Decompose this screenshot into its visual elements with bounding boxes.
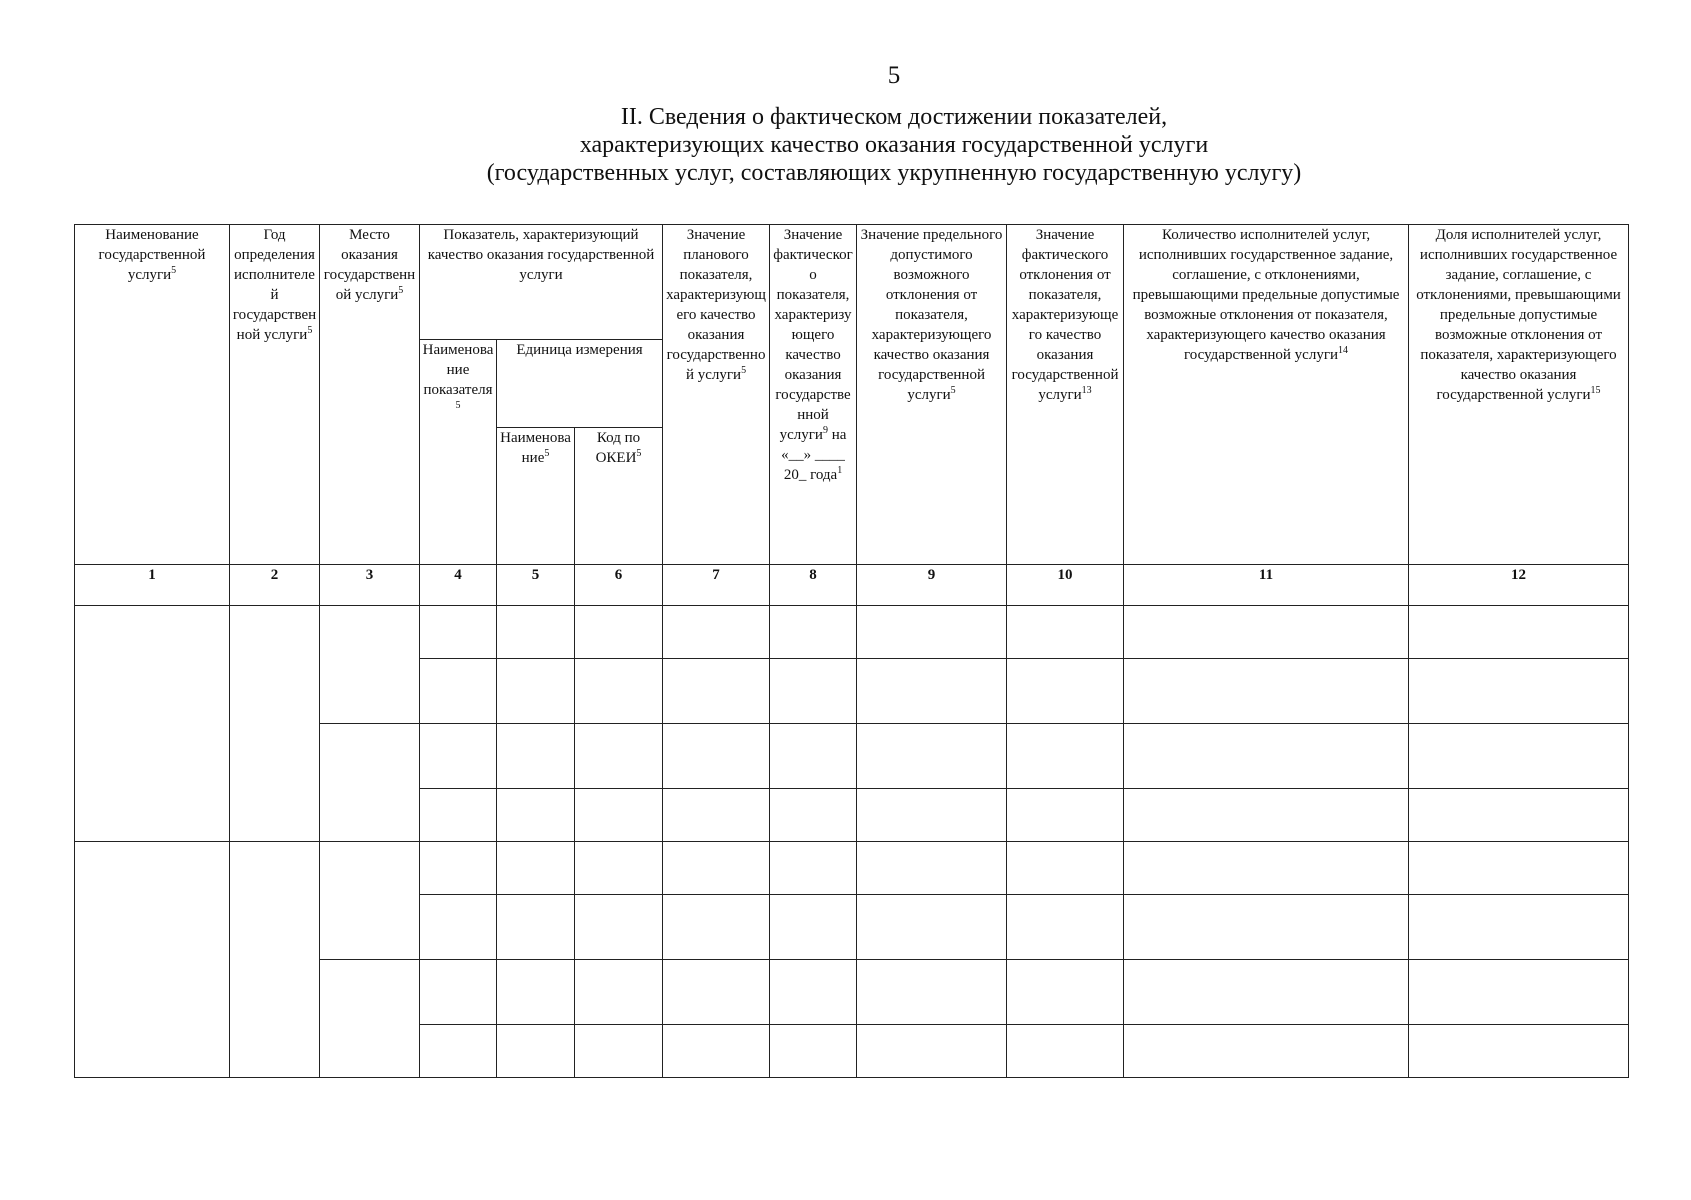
table-cell [497,895,575,960]
header-service-name: Наименование государственной услуги$^5$ [75,225,230,565]
header-place-of-service: Место оказания государственной услуги$^5$ [320,225,420,565]
table-cell [663,842,770,895]
table-row [75,842,1629,895]
table-cell [497,724,575,789]
table-cell [575,724,663,789]
table-cell [770,606,857,659]
table-cell [497,659,575,724]
column-number: 6 [575,565,663,606]
column-number: 5 [497,565,575,606]
header-actual-value: Значение фактического показателя, характеризующего качество оказания государственной услуги$^9$ на «__» ____ 20_ года$^1$ [770,225,857,565]
table-cell [857,724,1007,789]
reporting-date-placeholder: на «__» ____ 20_ года [781,427,847,483]
place-cell [320,960,420,1078]
table-cell [497,1025,575,1078]
year-cell [230,606,320,842]
table-cell [770,842,857,895]
table-cell [1124,724,1409,789]
table-cell [1409,659,1629,724]
table-cell [857,960,1007,1025]
header-permissible-deviation: Значение предельного допустимого возможного отклонения от показателя, характеризующего качество оказания государственной услуги$^5$ [857,225,1007,565]
service-name-cell [75,606,230,842]
column-number: 7 [663,565,770,606]
table-cell [420,960,497,1025]
table-cell [663,606,770,659]
table-cell [1124,789,1409,842]
column-number: 10 [1007,565,1124,606]
table-cell [1007,659,1124,724]
table-cell [1409,724,1629,789]
column-number: 3 [320,565,420,606]
table-cell [1409,1025,1629,1078]
table-cell [575,789,663,842]
table-cell [1409,960,1629,1025]
column-number: 4 [420,565,497,606]
table-cell [575,659,663,724]
table-cell [1007,724,1124,789]
table-cell [770,960,857,1025]
header-executors-share: Доля исполнителей услуг, исполнивших государственное задание, соглашение, с отклонениями, превышающими предельные допустимые возможные отклонения от показателя, характеризующего качество оказания государственной услуги$^{15}$ [1409,225,1629,565]
table-cell [575,1025,663,1078]
header-unit-of-measure-group: Единица измерения [497,340,663,428]
table-cell [663,659,770,724]
table-cell [420,1025,497,1078]
table-cell [497,606,575,659]
header-quality-indicator-group: Показатель, характеризующий качество оказания государственной услуги [420,225,663,340]
table-cell [575,960,663,1025]
table-cell [497,960,575,1025]
table-cell [420,606,497,659]
header-actual-deviation: Значение фактического отклонения от показателя, характеризующего качество оказания государственной услуги$^{13}$ [1007,225,1124,565]
header-year-of-determination: Год определения исполнителей государственной услуги$^5$ [230,225,320,565]
table-cell [1007,842,1124,895]
table-cell [1124,606,1409,659]
table-cell [1409,842,1629,895]
column-number: 1 [75,565,230,606]
table-cell [1409,606,1629,659]
table-cell [1007,1025,1124,1078]
table-row [75,606,1629,659]
table-cell [1409,789,1629,842]
service-name-cell [75,842,230,1078]
table-cell [420,789,497,842]
year-cell [230,842,320,1078]
title-line-2: характеризующих качество оказания государственной услуги [579,132,1209,158]
table-cell [857,659,1007,724]
quality-indicators-table [74,224,1629,1078]
header-indicator-name: Наименование показателя$^5$ [420,340,497,565]
table-cell [857,842,1007,895]
header-planned-value: Значение планового показателя, характеризующего качество оказания государственной услуги$^5$ [663,225,770,565]
table-cell [1124,895,1409,960]
table-cell [1124,960,1409,1025]
table-cell [770,724,857,789]
table-cell [857,895,1007,960]
table-cell [1124,1025,1409,1078]
table-cell [770,1025,857,1078]
table-cell [857,1025,1007,1078]
table-cell [420,842,497,895]
table-cell [663,895,770,960]
table-cell [420,724,497,789]
table-cell [770,659,857,724]
table-cell [497,789,575,842]
table-cell [1007,789,1124,842]
table-cell [663,789,770,842]
table-cell [770,895,857,960]
table-cell [575,842,663,895]
column-number: 11 [1124,565,1409,606]
table-cell [857,606,1007,659]
table-cell [420,659,497,724]
table-cell [1409,895,1629,960]
column-number: 9 [857,565,1007,606]
table-cell [420,895,497,960]
table-cell [1007,895,1124,960]
place-cell [320,724,420,842]
table-cell [770,789,857,842]
table-cell [1007,606,1124,659]
header-unit-name: Наименование$^5$ [497,428,575,565]
title-line-3: (государственных услуг, составляющих укрупненную государственную услугу) [486,160,1302,186]
page-number: 5 [887,62,901,89]
table-cell [1007,960,1124,1025]
table-cell [663,1025,770,1078]
table-cell [497,842,575,895]
header-executors-count: Количество исполнителей услуг, исполнивших государственное задание, соглашение, с отклонениями, превышающими предельные допустимые возможные отклонения от показателя, характеризующего качество оказания государственной услуги$^{14}$ [1124,225,1409,565]
table-cell [575,606,663,659]
column-number: 12 [1409,565,1629,606]
header-okei-code: Код по ОКЕИ$^5$ [575,428,663,565]
column-number: 2 [230,565,320,606]
column-numbers-row [75,565,1629,606]
table-cell [857,789,1007,842]
place-cell [320,842,420,960]
title-line-1: II. Сведения о фактическом достижении показателей, [620,104,1168,130]
place-cell [320,606,420,724]
table-cell [575,895,663,960]
table-cell [663,960,770,1025]
table-cell [1124,659,1409,724]
table-cell [1124,842,1409,895]
column-number: 8 [770,565,857,606]
table-cell [663,724,770,789]
section-title [0,103,1691,187]
